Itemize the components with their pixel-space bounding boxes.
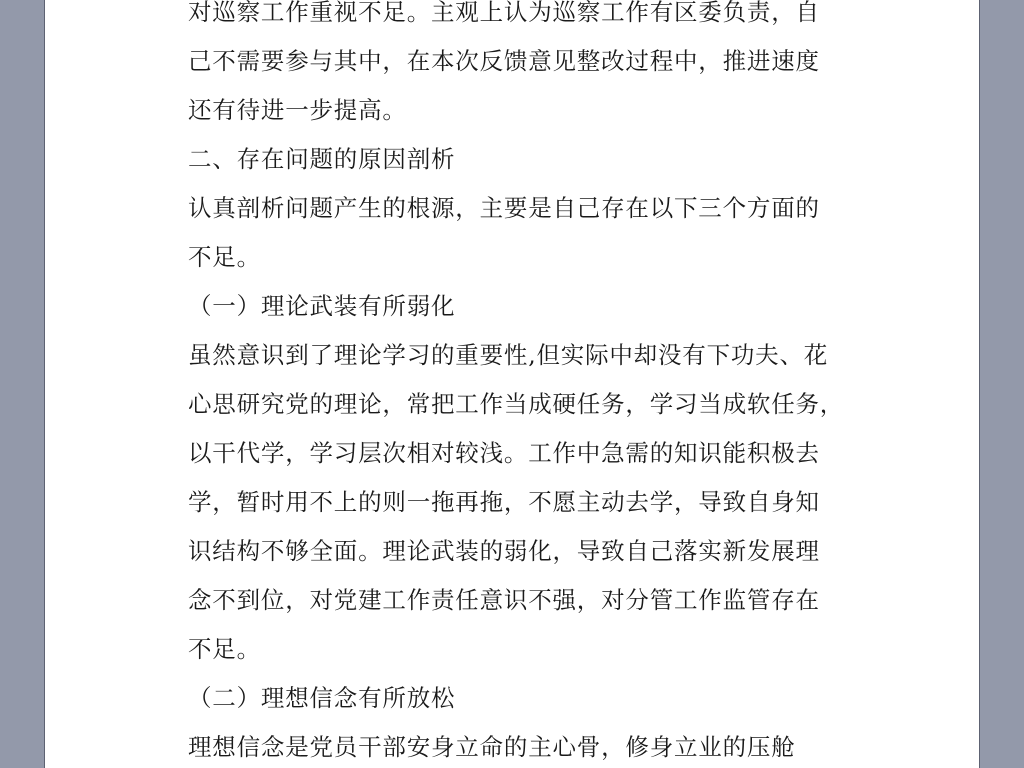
text-line: 还有待进一步提高。: [188, 96, 407, 124]
text-line: 以干代学，学习层次相对较浅。工作中急需的知识能积极去: [188, 439, 820, 467]
text-line: 理想信念是党员干部安身立命的主心骨，修身立业的压舱: [188, 733, 796, 761]
subsection-heading: （二）理想信念有所放松: [188, 684, 456, 712]
text-line: 不足。: [188, 243, 261, 271]
document-page: [44, 0, 980, 768]
text-line: 认真剖析问题产生的根源，主要是自己存在以下三个方面的: [188, 194, 820, 222]
subsection-heading: （一）理论武装有所弱化: [188, 292, 456, 320]
text-line: 对巡察工作重视不足。主观上认为巡察工作有区委负责，自: [188, 0, 820, 26]
text-line: 识结构不够全面。理论武装的弱化，导致自己落实新发展理: [188, 537, 820, 565]
text-line: 不足。: [188, 635, 261, 663]
text-line: 虽然意识到了理论学习的重要性,但实际中却没有下功夫、花: [188, 341, 829, 369]
section-heading: 二、存在问题的原因剖析: [188, 145, 456, 173]
text-line: 己不需要参与其中，在本次反馈意见整改过程中，推进速度: [188, 47, 820, 75]
text-line: 心思研究党的理论，常把工作当成硬任务，学习当成软任务，: [188, 390, 845, 418]
text-line: 念不到位，对党建工作责任意识不强，对分管工作监管存在: [188, 586, 820, 614]
text-line: 学，暂时用不上的则一拖再拖，不愿主动去学，导致自身知: [188, 488, 820, 516]
